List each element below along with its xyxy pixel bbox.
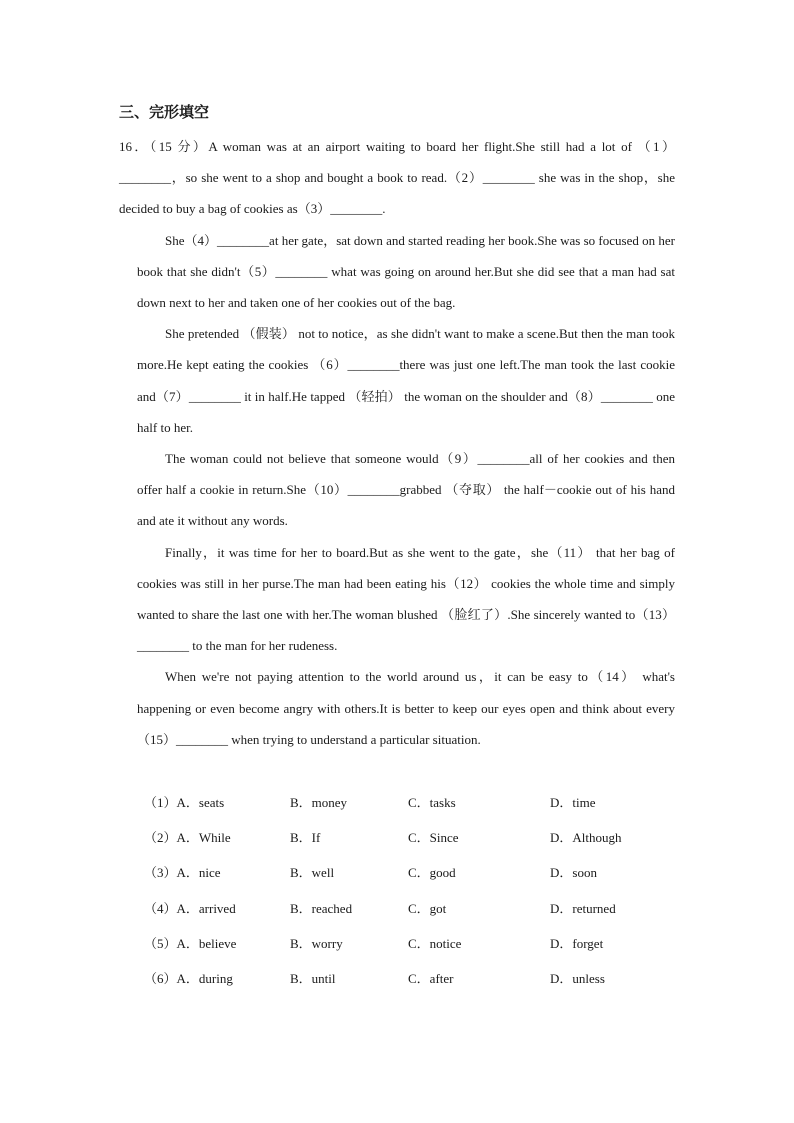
option-b: B．worry	[290, 935, 343, 951]
option-b: B．If	[290, 830, 321, 846]
option-a: （3）A．nice	[144, 865, 221, 881]
option-b: B．money	[290, 795, 348, 810]
option-row-5	[144, 928, 664, 963]
option-row-2	[144, 822, 664, 857]
option-b: B．well	[290, 865, 335, 881]
option-c: C．good	[408, 865, 456, 881]
option-d: D．soon	[550, 865, 597, 881]
section-title: 三、完形填空	[119, 103, 210, 121]
paragraph-2: She（4）________at her gate，sat down and started reading her book.She was so focused on her book that she didn't（5）________ what was going on around her.But she did see that a man had sat down next to her and taken one of her cookies out of the bag.	[137, 232, 675, 311]
option-d: D．time	[550, 795, 596, 810]
option-row-1	[144, 787, 664, 822]
option-row-6	[144, 963, 664, 998]
paragraph-5: Finally，it was time for her to board.But as she went to the gate，she（11） that her bag of cookies was still in her purse.The man had been eating his（12） cookies the whole time and simply wanted to share the last one with her.The woman blushed （脸红了）.She sincerely wanted to（13）________ to the man for her rudeness.	[137, 544, 675, 654]
option-b: B．reached	[290, 900, 353, 916]
option-a: （5）A．believe	[144, 935, 237, 951]
option-a: （6）A．during	[144, 970, 233, 986]
option-d: D．unless	[550, 970, 605, 986]
option-c: C．Since	[408, 830, 459, 846]
paragraph-6: When we're not paying attention to the world around us，it can be easy to（14） what's happening or even become angry with others.It is better to keep our eyes open and think about every（15）________ when trying to understand a particular situation.	[137, 669, 675, 747]
option-c: C．tasks	[408, 795, 456, 810]
option-b: B．until	[290, 970, 336, 986]
option-a: （4）A．arrived	[144, 900, 236, 916]
paragraph-4: The woman could not believe that someone would（9）________all of her cookies and then offer half a cookie in return.She（10）________grabbed （夺取） the half－cookie out of his hand and ate it without any words.	[137, 451, 675, 529]
option-row-3	[144, 857, 664, 892]
option-c: C．notice	[408, 935, 462, 951]
cloze-passage	[119, 131, 675, 755]
option-row-4	[144, 893, 664, 928]
option-d: D．forget	[550, 935, 604, 951]
paragraph-1: 16．（15 分）A woman was at an airport waiting to board her flight.She still had a lot of （1）________，so she went to a shop and bought a book to read.（2）________ she was in the shop，she decided to buy a bag of cookies as（3）________.	[119, 139, 675, 217]
option-d: D．Although	[550, 830, 622, 846]
option-c: C．got	[408, 900, 447, 916]
option-c: C．after	[408, 970, 454, 986]
option-a: （2）A．While	[144, 830, 231, 846]
paragraph-3: She pretended （假装） not to notice，as she didn't want to make a scene.But then the man took more.He kept eating the cookies （6）________there was just one left.The man took the last cookie and（7）________ it in half.He tapped （轻拍） the woman on the shoulder and（8）________ one half to her.	[137, 326, 675, 435]
option-d: D．returned	[550, 900, 616, 916]
answer-options	[144, 787, 664, 998]
option-a: （1）A．seats	[144, 795, 225, 810]
